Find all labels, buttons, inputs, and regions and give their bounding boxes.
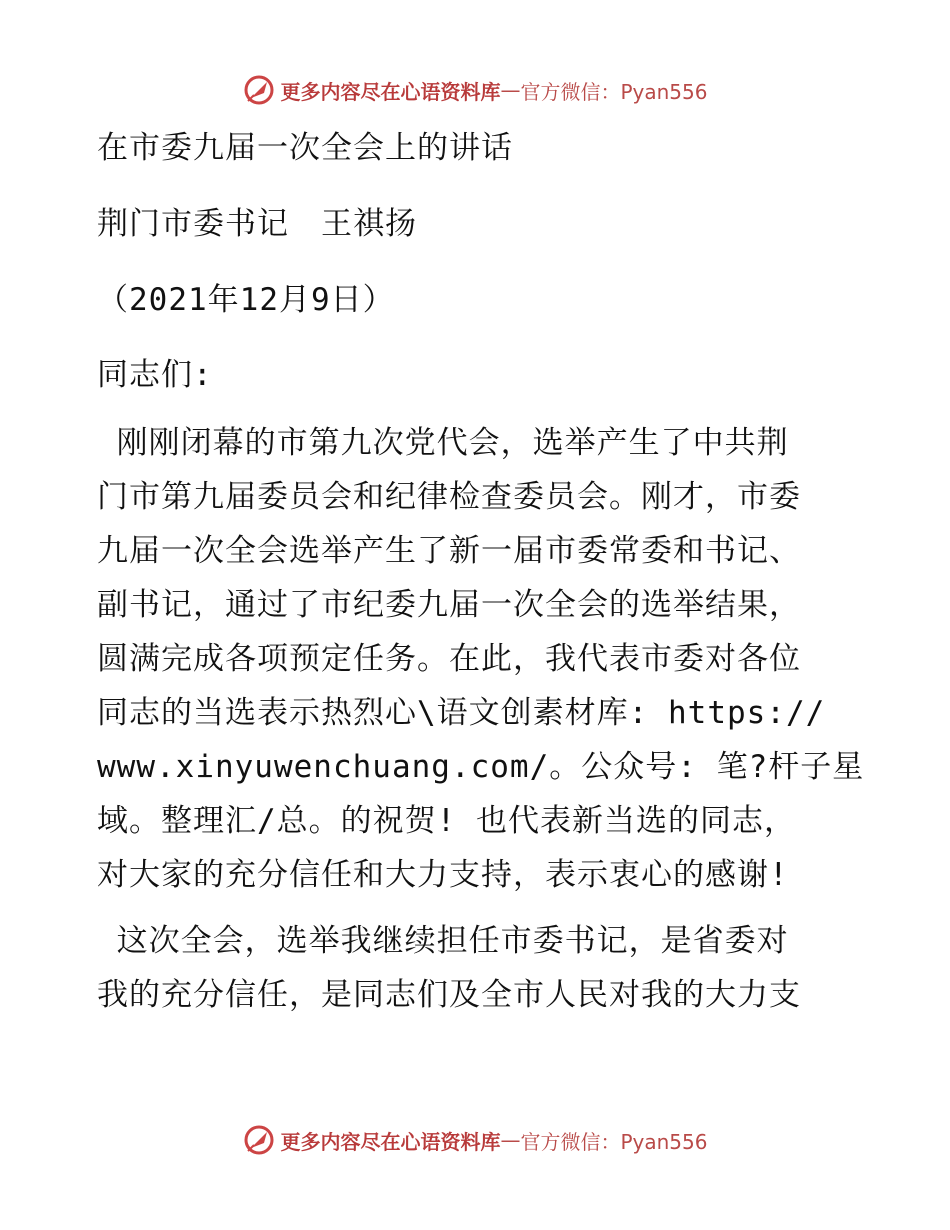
banner-dash: — [500, 1128, 521, 1152]
banner-dash: — [500, 78, 521, 102]
paragraph-line: 刚刚闭幕的市第九次党代会，选举产生了中共荆 [97, 425, 789, 461]
banner-sub-text: 官方微信：Pyan556 [520, 1129, 708, 1154]
paragraph-1 [97, 416, 865, 902]
paragraph-line: 这次全会，选举我继续担任市委书记，是省委对 [97, 923, 789, 959]
document-author: 荆门市委书记 王祺扬 [97, 206, 417, 242]
footer-watermark-banner [0, 1120, 950, 1160]
paragraph-line: 域。整理汇/总。的祝贺! 也代表新当选的同志， [97, 803, 796, 839]
paragraph-line: 圆满完成各项预定任务。在此，我代表市委对各位 [97, 641, 801, 677]
paragraph-line: 对大家的充分信任和大力支持，表示衷心的感谢! [97, 857, 789, 893]
quill-pen-logo-icon [242, 1123, 276, 1157]
paragraph-2 [97, 914, 857, 1022]
quill-pen-logo-icon [242, 73, 276, 107]
paragraph-line: 副书记，通过了市纪委九届一次全会的选举结果， [97, 587, 801, 623]
paragraph-line: www.xinyuwenchuang.com/。公众号: 笔?杆子星 [97, 749, 865, 785]
document-greeting: 同志们: [97, 357, 213, 393]
document-body [97, 118, 865, 1034]
banner-sub-text: 官方微信：Pyan556 [520, 79, 708, 104]
paragraph-line: 九届一次全会选举产生了新一届市委常委和书记、 [97, 533, 801, 569]
paragraph-line: 我的充分信任，是同志们及全市人民对我的大力支 [97, 977, 801, 1013]
banner-main-text: 更多内容尽在心语资料库 [280, 1129, 501, 1154]
document-title: 在市委九届一次全会上的讲话 [97, 130, 513, 166]
paragraph-line: 门市第九届委员会和纪律检查委员会。刚才，市委 [97, 479, 801, 515]
banner-main-text: 更多内容尽在心语资料库 [280, 79, 501, 104]
document-date: （2021年12月9日） [97, 282, 395, 318]
header-watermark-banner [0, 70, 950, 110]
paragraph-line: 同志的当选表示热烈心\语文创素材库: https:// [97, 695, 826, 731]
